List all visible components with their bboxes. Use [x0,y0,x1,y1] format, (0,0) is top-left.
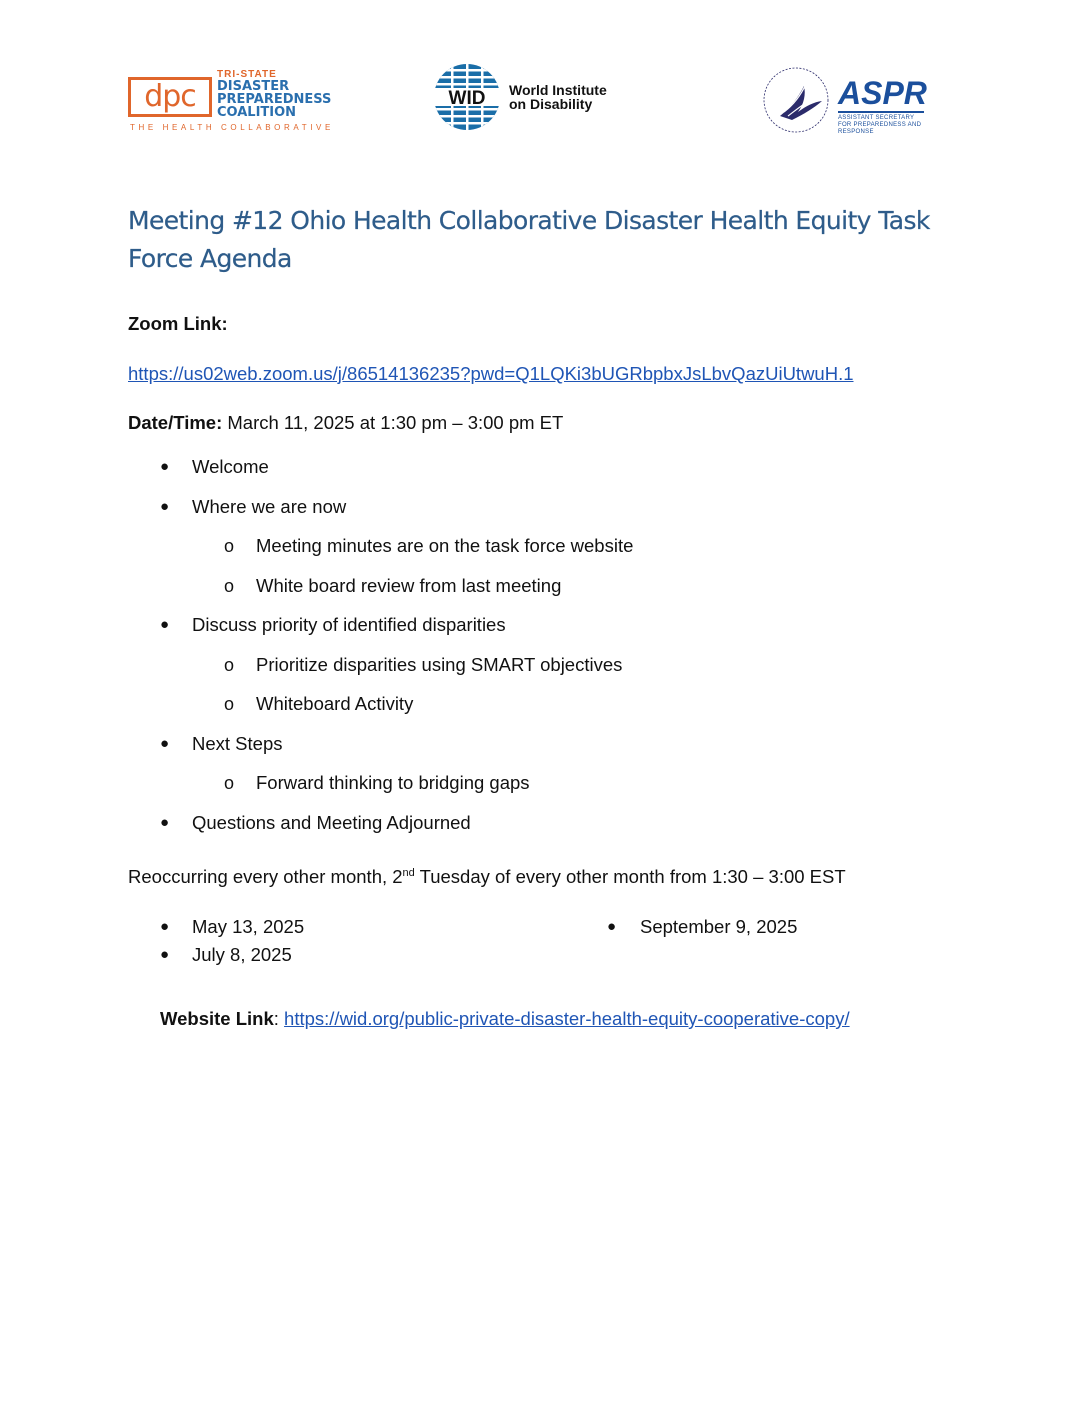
dpc-logo-text [217,69,331,119]
bullet-icon: ● [160,616,170,633]
agenda-item: Discuss priority of identified disparities [192,614,506,635]
sub-bullet-icon: o [224,576,235,596]
bullet-icon: ● [160,814,170,831]
agenda-subitem: Whiteboard Activity [256,693,414,714]
dpc-logo [128,68,334,134]
recurring-ordinal: nd [402,866,415,879]
bullet-icon: ● [160,735,170,752]
website-label: Website Link [160,1008,274,1029]
agenda-subitem: Forward thinking to bridging gaps [256,772,530,793]
date-item: May 13, 2025 [192,916,305,937]
dpc-line-coalition: COALITION [217,105,297,120]
wid-mark-text: WID [448,88,486,109]
zoom-link-row [128,363,854,385]
website-separator: : [273,1008,285,1029]
aspr-logo [760,64,930,136]
aspr-divider [838,111,924,113]
sub-bullet-icon: o [224,536,235,556]
dpc-line-preparedness: PREPAREDNESS [217,92,332,107]
wid-logo [432,62,632,134]
sub-bullet-icon: o [224,773,235,793]
zoom-link[interactable]: https://us02web.zoom.us/j/86514136235?pwd=Q1LQKi3bUGRbpbxJsLbvQazUiUtwuH.1 [128,363,854,384]
bullet-icon: ● [160,918,170,935]
agenda-item: Where we are now [192,496,347,517]
website-row [160,1008,850,1030]
wid-line-1: World Institute [509,82,607,98]
dpc-tagline: THE HEALTH COLLABORATIVE [130,123,334,132]
datetime-value: March 11, 2025 at 1:30 pm – 3:00 pm ET [222,412,564,433]
dpc-logo-mark: dpc [128,77,212,117]
agenda-subitem: White board review from last meeting [256,575,562,596]
aspr-tagline: ASSISTANT SECRETARY FOR PREPAREDNESS AND RESPONSE [838,115,922,135]
page-title: Meeting #12 Ohio Health Collaborative Disaster Health Equity Task Force Agenda [128,206,930,273]
wid-line-2: on Disability [509,96,593,112]
datetime-label: Date/Time: [128,412,223,433]
agenda-item: Questions and Meeting Adjourned [192,812,471,833]
agenda-subitem: Prioritize disparities using SMART objectives [256,654,623,675]
dpc-tri-state: TRI-STATE [217,69,277,80]
zoom-link-label: Zoom Link: [128,313,228,334]
recurring-text [128,866,846,888]
agenda-subitem: Meeting minutes are on the task force website [256,535,634,556]
sub-bullet-icon: o [224,655,235,675]
agenda-item: Next Steps [192,733,283,754]
dpc-line-disaster: DISASTER [217,79,290,94]
wid-globe-icon [432,62,502,132]
wid-logo-text [509,83,607,111]
date-item: September 9, 2025 [640,916,798,937]
bullet-icon: ● [160,946,170,963]
website-link[interactable]: https://wid.org/public-private-disaster-health-equity-cooperative-copy/ [284,1008,850,1029]
agenda-item: Welcome [192,456,269,477]
recurring-after: Tuesday of every other month from 1:30 – 3:00 EST [414,866,846,887]
recurring-before: Reoccurring every other month, 2 [128,866,403,887]
bullet-icon: ● [160,498,170,515]
hhs-eagle-seal-icon [760,64,834,136]
bullet-icon: ● [607,918,617,935]
datetime-row [128,412,563,434]
bullet-icon: ● [160,458,170,475]
sub-bullet-icon: o [224,694,235,714]
aspr-mark: ASPR [838,75,927,111]
date-item: July 8, 2025 [192,944,292,965]
